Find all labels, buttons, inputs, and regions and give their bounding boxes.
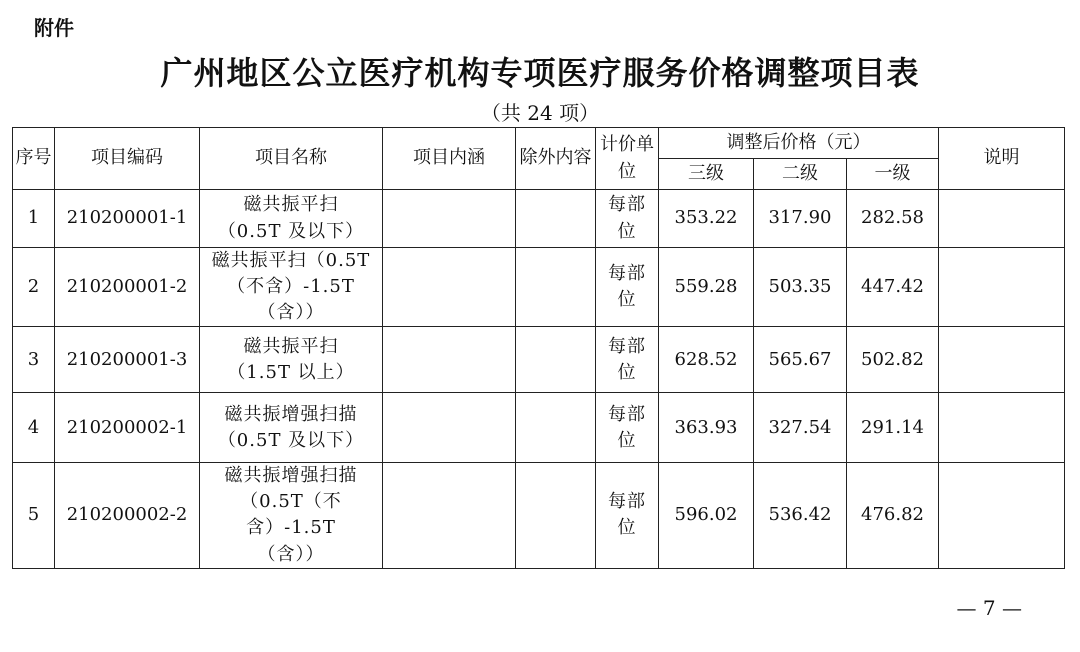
- cell-content: [383, 393, 516, 463]
- cell-unit-line: 位: [617, 220, 637, 242]
- col-level3: 三级: [659, 159, 754, 190]
- price-table: [12, 127, 1065, 569]
- col-price-group: 调整后价格（元）: [659, 128, 939, 159]
- cell-unit: [596, 248, 659, 327]
- attachment-label: 附件: [34, 16, 74, 40]
- cell-excluded: [516, 248, 596, 327]
- cell-level1: 476.82: [847, 463, 939, 568]
- item-count-subtitle: （共 24 项）: [480, 101, 600, 125]
- col-level2: 二级: [754, 159, 847, 190]
- cell-note: [939, 327, 1065, 393]
- cell-name-line: （1.5T 以上）: [227, 361, 355, 383]
- table-row: [13, 327, 1065, 393]
- cell-unit-line: 每部: [608, 491, 646, 513]
- cell-unit: [596, 463, 659, 568]
- cell-name: [200, 190, 383, 248]
- cell-excluded: [516, 463, 596, 568]
- col-unit: 计价单位: [596, 128, 659, 190]
- cell-code: 210200002-2: [55, 463, 200, 568]
- cell-name-line: 磁共振增强扫描: [224, 403, 358, 425]
- cell-name: [200, 393, 383, 463]
- cell-level3: 596.02: [659, 463, 754, 568]
- cell-name-line: 磁共振平扫: [243, 194, 339, 216]
- cell-unit-line: 位: [617, 361, 637, 383]
- cell-name: [200, 463, 383, 568]
- table-row: [13, 393, 1065, 463]
- cell-code: 210200001-3: [55, 327, 200, 393]
- cell-name-line: 磁共振平扫: [243, 335, 339, 357]
- cell-content: [383, 190, 516, 248]
- cell-level1: 447.42: [847, 248, 939, 327]
- cell-code: 210200002-1: [55, 393, 200, 463]
- cell-name: [200, 248, 383, 327]
- col-note: 说明: [939, 128, 1065, 190]
- cell-level2: 565.67: [754, 327, 847, 393]
- col-name: 项目名称: [200, 128, 383, 190]
- cell-name-line: （0.5T 及以下）: [217, 429, 365, 451]
- cell-level1: 502.82: [847, 327, 939, 393]
- table-header-row: [13, 128, 1065, 159]
- cell-unit: [596, 190, 659, 248]
- cell-level2: 503.35: [754, 248, 847, 327]
- cell-name-line: 磁共振平扫（0.5T: [211, 250, 371, 271]
- cell-level2: 536.42: [754, 463, 847, 568]
- col-seq: 序号: [13, 128, 55, 190]
- cell-level3: 559.28: [659, 248, 754, 327]
- cell-excluded: [516, 393, 596, 463]
- cell-level2: 327.54: [754, 393, 847, 463]
- cell-level2: 317.90: [754, 190, 847, 248]
- cell-name-line: （0.5T（不含）-1.5T: [240, 491, 342, 539]
- cell-seq: 3: [13, 327, 55, 393]
- col-excluded: 除外内容: [516, 128, 596, 190]
- cell-note: [939, 248, 1065, 327]
- cell-excluded: [516, 327, 596, 393]
- page-number: — 7 —: [956, 596, 1022, 620]
- cell-level3: 353.22: [659, 190, 754, 248]
- cell-content: [383, 327, 516, 393]
- cell-name-line: （不含）-1.5T（含））: [227, 276, 355, 324]
- cell-seq: 4: [13, 393, 55, 463]
- cell-unit-line: 每部: [608, 335, 646, 357]
- cell-level3: 628.52: [659, 327, 754, 393]
- cell-unit-line: 每部: [608, 194, 646, 216]
- cell-note: [939, 190, 1065, 248]
- cell-excluded: [516, 190, 596, 248]
- cell-content: [383, 463, 516, 568]
- cell-unit-line: 位: [617, 289, 637, 311]
- cell-seq: 1: [13, 190, 55, 248]
- cell-note: [939, 463, 1065, 568]
- cell-name: [200, 327, 383, 393]
- cell-name-line: （0.5T 及以下）: [217, 220, 365, 242]
- cell-unit-line: 位: [617, 517, 637, 539]
- cell-code: 210200001-1: [55, 190, 200, 248]
- cell-level3: 363.93: [659, 393, 754, 463]
- cell-seq: 5: [13, 463, 55, 568]
- cell-code: 210200001-2: [55, 248, 200, 327]
- cell-unit: [596, 327, 659, 393]
- cell-level1: 282.58: [847, 190, 939, 248]
- col-code: 项目编码: [55, 128, 200, 190]
- col-level1: 一级: [847, 159, 939, 190]
- col-content: 项目内涵: [383, 128, 516, 190]
- cell-level1: 291.14: [847, 393, 939, 463]
- cell-unit-line: 位: [617, 429, 637, 451]
- cell-content: [383, 248, 516, 327]
- table-row: [13, 248, 1065, 327]
- page-title: 广州地区公立医疗机构专项医疗服务价格调整项目表: [160, 54, 920, 92]
- table-row: [13, 190, 1065, 248]
- table-row: [13, 463, 1065, 568]
- cell-name-line: （含））: [257, 543, 325, 565]
- cell-seq: 2: [13, 248, 55, 327]
- cell-unit-line: 每部: [608, 263, 646, 285]
- cell-name-line: 磁共振增强扫描: [224, 465, 358, 487]
- cell-note: [939, 393, 1065, 463]
- cell-unit: [596, 393, 659, 463]
- cell-unit-line: 每部: [608, 403, 646, 425]
